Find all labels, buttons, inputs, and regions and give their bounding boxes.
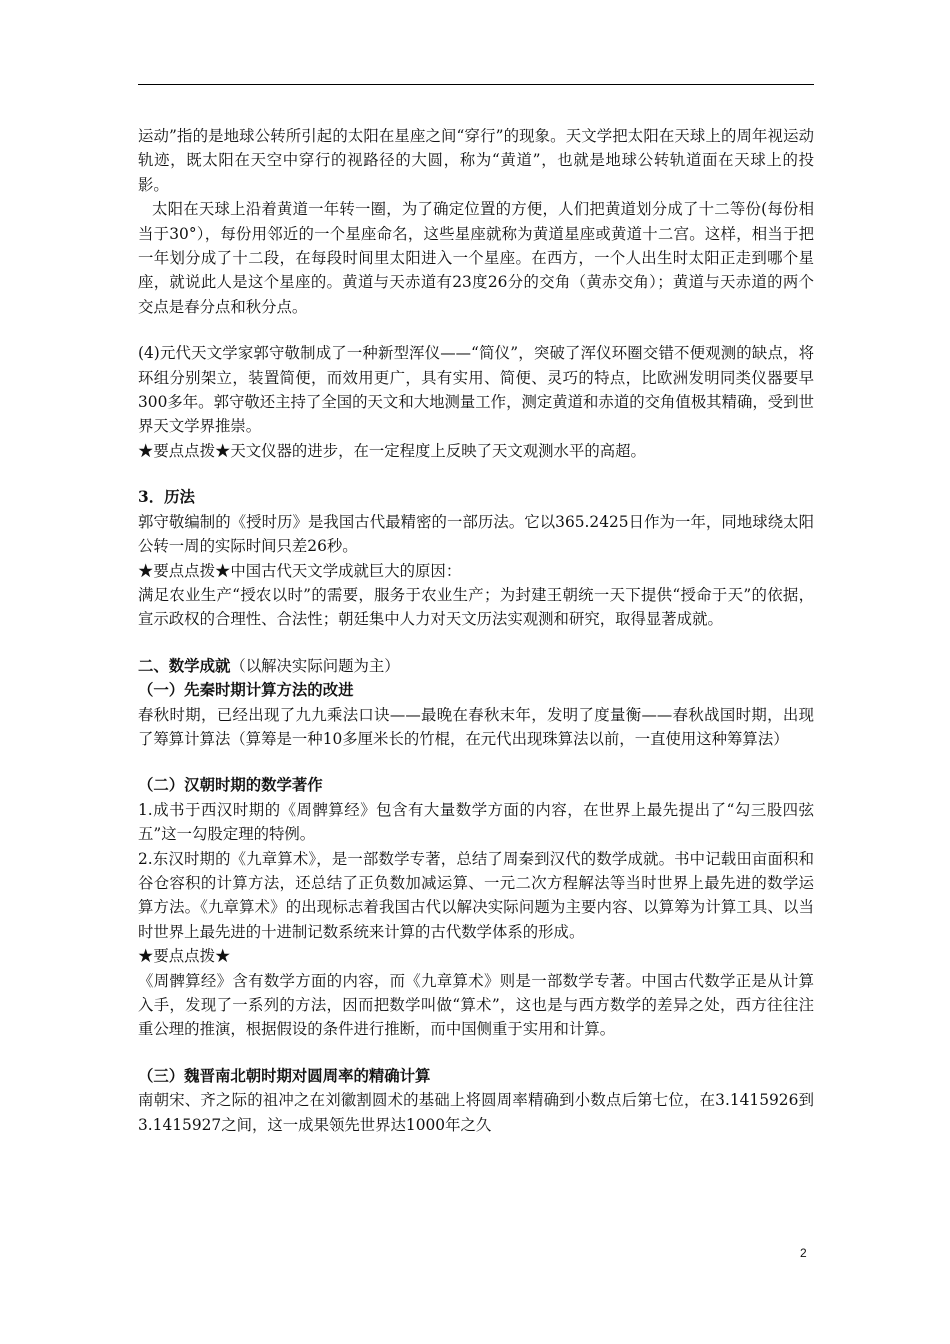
heading-math-achievements xyxy=(138,654,814,678)
page-body xyxy=(138,124,814,1137)
heading-math-note: （以解决实际问题为主） xyxy=(230,656,400,675)
paragraph-jiuzhang: 2.东汉时期的《九章算术》，是一部数学专著，总结了周秦到汉代的数学成就。书中记载田亩面积和谷仓容积的计算方法，还总结了正负数加减运算、一元二次方程解法等当时世界上最先进的数学运算方法。《九章算术》的出现标志着我国古代以解决实际问题为主要内容、以算筹为计算工具、以当时世界上最先进的十进制记数系统来计算的古代数学体系的形成。 xyxy=(138,849,814,941)
paragraph-ecliptic-motion: 运动”指的是地球公转所引起的太阳在星座之间“穿行”的现象。天文学把太阳在天球上的周年视运动轨迹，既太阳在天空中穿行的视路径的大圆，称为“黄道”，也就是地球公转轨道面在天球上的投影。 xyxy=(138,127,814,194)
tip-math: ★要点点拨★ xyxy=(138,947,231,966)
heading-pre-qin: （一）先秦时期计算方法的改进 xyxy=(138,681,354,700)
page-number: 2 xyxy=(800,1246,807,1260)
heading-calendar: 3．历法 xyxy=(138,488,195,507)
paragraph-zodiac: 太阳在天球上沿着黄道一年转一圈，为了确定位置的方便，人们把黄道划分成了十二等份(每份相当于30°），每份用邻近的一个星座命名，这些星座就称为黄道星座或黄道十二宫。这样，相当于把一年划分成了十二段，在每段时间里太阳进入一个星座。在西方，一个人出生时太阳正走到哪个星座，就说此人是这个星座的。黄道与天赤道有23度26分的交角（黄赤交角）；黄道与天赤道的两个交点是春分点和秋分点。 xyxy=(138,200,814,316)
tip-instruments: ★要点点拨★天文仪器的进步，在一定程度上反映了天文观测水平的高超。 xyxy=(138,441,646,460)
heading-math-title: 二、数学成就 xyxy=(138,656,231,675)
heading-han-dynasty: （二）汉朝时期的数学著作 xyxy=(138,776,323,795)
paragraph-pre-qin: 春秋时期，已经出现了九九乘法口诀——最晚在春秋末年，发明了度量衡——春秋战国时期，出现了筹算计算法（算筹是一种10多厘米长的竹棍，在元代出现珠算法以前，一直使用这种筹算法） xyxy=(138,705,814,748)
tip-astronomy-reasons: ★要点点拨★中国古代天文学成就巨大的原因： xyxy=(138,561,462,580)
paragraph-math-comparison: 《周髀算经》含有数学方面的内容，而《九章算术》则是一部数学专著。中国古代数学正是从计算入手，发现了一系列的方法，因而把数学叫做“算术”，这也是与西方数学的差异之处，西方往往注重公理的推演，根据假设的条件进行推断，而中国侧重于实用和计算。 xyxy=(138,971,814,1039)
heading-pi: （三）魏晋南北朝时期对圆周率的精确计算 xyxy=(138,1066,431,1085)
paragraph-zu-chongzhi: 南朝宋、齐之际的祖冲之在刘徽割圆术的基础上将圆周率精确到小数点后第七位，在3.1415926到3.1415927之间，这一成果领先世界达1000年之久 xyxy=(138,1091,814,1134)
paragraph-shoushi-calendar: 郭守敬编制的《授时历》是我国古代最精密的一部历法。它以365.2425日作为一年，同地球绕太阳公转一周的实际时间只差26秒。 xyxy=(138,512,814,556)
paragraph-jianyi: (4)元代天文学家郭守敬制成了一种新型浑仪——“简仪”，突破了浑仪环圈交错不便观测的缺点，将环组分别架立，装置简便，而效用更广，具有实用、简便、灵巧的特点，比欧洲发明同类仪器要早300多年。郭守敬还主持了全国的天文和大地测量工作，测定黄道和赤道的交角值极其精确，受到世界天文学界推崇。 xyxy=(138,344,814,436)
paragraph-zhoubi: 1.成书于西汉时期的《周髀算经》包含有大量数学方面的内容，在世界上最先提出了“勾三股四弦五”这一勾股定理的特例。 xyxy=(138,800,814,844)
paragraph-reasons: 满足农业生产“授农以时”的需要，服务于农业生产；为封建王朝统一天下提供“授命于天”的依据，宣示政权的合理性、合法性；朝廷集中人力对天文历法实观测和研究，取得显著成就。 xyxy=(138,585,814,629)
header-rule xyxy=(138,84,814,85)
